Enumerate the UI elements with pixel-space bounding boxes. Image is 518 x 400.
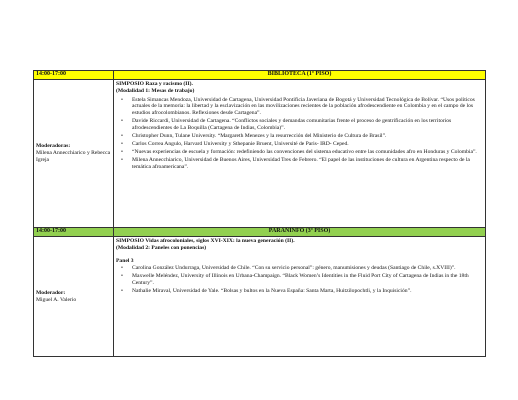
session-content bbox=[114, 80, 486, 228]
bullet-icon: • bbox=[121, 273, 123, 280]
bullet-icon: • bbox=[121, 149, 123, 156]
symposium-modality: (Modalidad 2: Paneles con ponencias) bbox=[116, 244, 207, 251]
symposium-title: SIMPOSIO Raza y racismo (II). bbox=[116, 81, 193, 87]
symposium-title: SIMPOSIO Vidas afrocoloniales, siglos XVI-XIX: la nueva generación (II). bbox=[116, 238, 295, 244]
bullet-icon: • bbox=[121, 96, 123, 103]
bullet-icon: • bbox=[121, 133, 123, 140]
list-item: • Estela Simancas Mendoza, Universidad de Cartagena, Universidad Pontificia Javeriana de Bogotá y Universidad Tecnológica de Bolívar. “Usos políticos actuales de la memoria: la libertad y la esclavización en las movilizaciones recientes de la población afrodescendiente en Colombia y en el campo de los estudios afrocolombianos. Reflexiones desde Cartagena”. bbox=[121, 96, 475, 117]
bullet-icon: • bbox=[121, 265, 123, 272]
session-time: 14:00-17:00 bbox=[34, 71, 114, 80]
presentation-list bbox=[116, 265, 483, 295]
list-item: • Maxwelle Meléndez, University of Illinois en Urbana-Champaign. “Black Women’s Identities in the Fluid Port City of Cartagena de Indias in the 18th Century”. bbox=[121, 273, 469, 287]
symposium-modality: (Modalidad 1: Mesas de trabajo) bbox=[116, 87, 195, 94]
moderator-cell bbox=[34, 237, 114, 357]
moderator-label: Moderadoras: bbox=[36, 143, 71, 150]
bullet-icon: • bbox=[121, 141, 123, 148]
bullet-icon: • bbox=[121, 118, 123, 125]
list-item: • Carlos Correa Angulo, Harvard University y Sthepanie Bruent, Université de Paris- IRD- Ceped. bbox=[121, 141, 349, 148]
presentation-list bbox=[116, 97, 483, 171]
moderator-cell bbox=[34, 80, 114, 228]
list-item: • “Nuevas experiencias de escuela y formación: redefiniendo las convenciones del sistema educativo entre las comunidades afro en Honduras y Colombia”. bbox=[121, 149, 477, 156]
session-body-row bbox=[34, 237, 486, 357]
moderator-names: Milena Annecchiarico y Rebecca Igreja bbox=[36, 150, 111, 163]
list-item: • Davide Riccardi, Universidad de Cartagena. “Conflictos sociales y demandas comunitarias frente el proceso de gentrificación en los territorios afrodescendientes de La Boquilla (Cartagena de Indias, Colombia)”. bbox=[121, 118, 452, 132]
list-item: • Nathalie Miraval, Universidad de Yale. “Bolsas y bultos en la Nueva España: Santa Marta, Huitzilopochtli, y la Inquisición”. bbox=[121, 288, 412, 295]
list-item: • Carolina González Undurraga, Universidad de Chile. “Con su servicio personal”: género, manumisiones y deudas (Santiago de Chile, s.XVIII)”. bbox=[121, 265, 456, 272]
list-item: • Christopher Dunn, Tulane University. “Margareth Menezes y la resurrección del Ministerio de Cultura de Brasil”. bbox=[121, 133, 387, 140]
panel-label: Panel 3 bbox=[116, 257, 134, 264]
bullet-icon: • bbox=[121, 288, 123, 295]
session-body-row bbox=[34, 80, 486, 228]
session-time: 14:00-17:00 bbox=[34, 228, 114, 237]
bullet-icon: • bbox=[121, 157, 123, 164]
moderator-label: Moderador: bbox=[36, 289, 66, 296]
session-header-row bbox=[34, 71, 486, 80]
program-table bbox=[33, 70, 486, 357]
list-item: • Milena Annecchiarico, Universidad de Buenos Aires, Universidad Tres de Febrero. “El papel de las instituciones de cultura en Argentina respecto de la temática afroamericana”. bbox=[121, 157, 470, 170]
session-venue: BIBLIOTECA (1º PISO) bbox=[114, 71, 486, 80]
session-venue: PARANINFO (3º PISO) bbox=[114, 228, 486, 237]
session-content bbox=[114, 237, 486, 357]
moderator-names: Miguel A. Valerio bbox=[36, 296, 77, 303]
session-header-row bbox=[34, 228, 486, 237]
